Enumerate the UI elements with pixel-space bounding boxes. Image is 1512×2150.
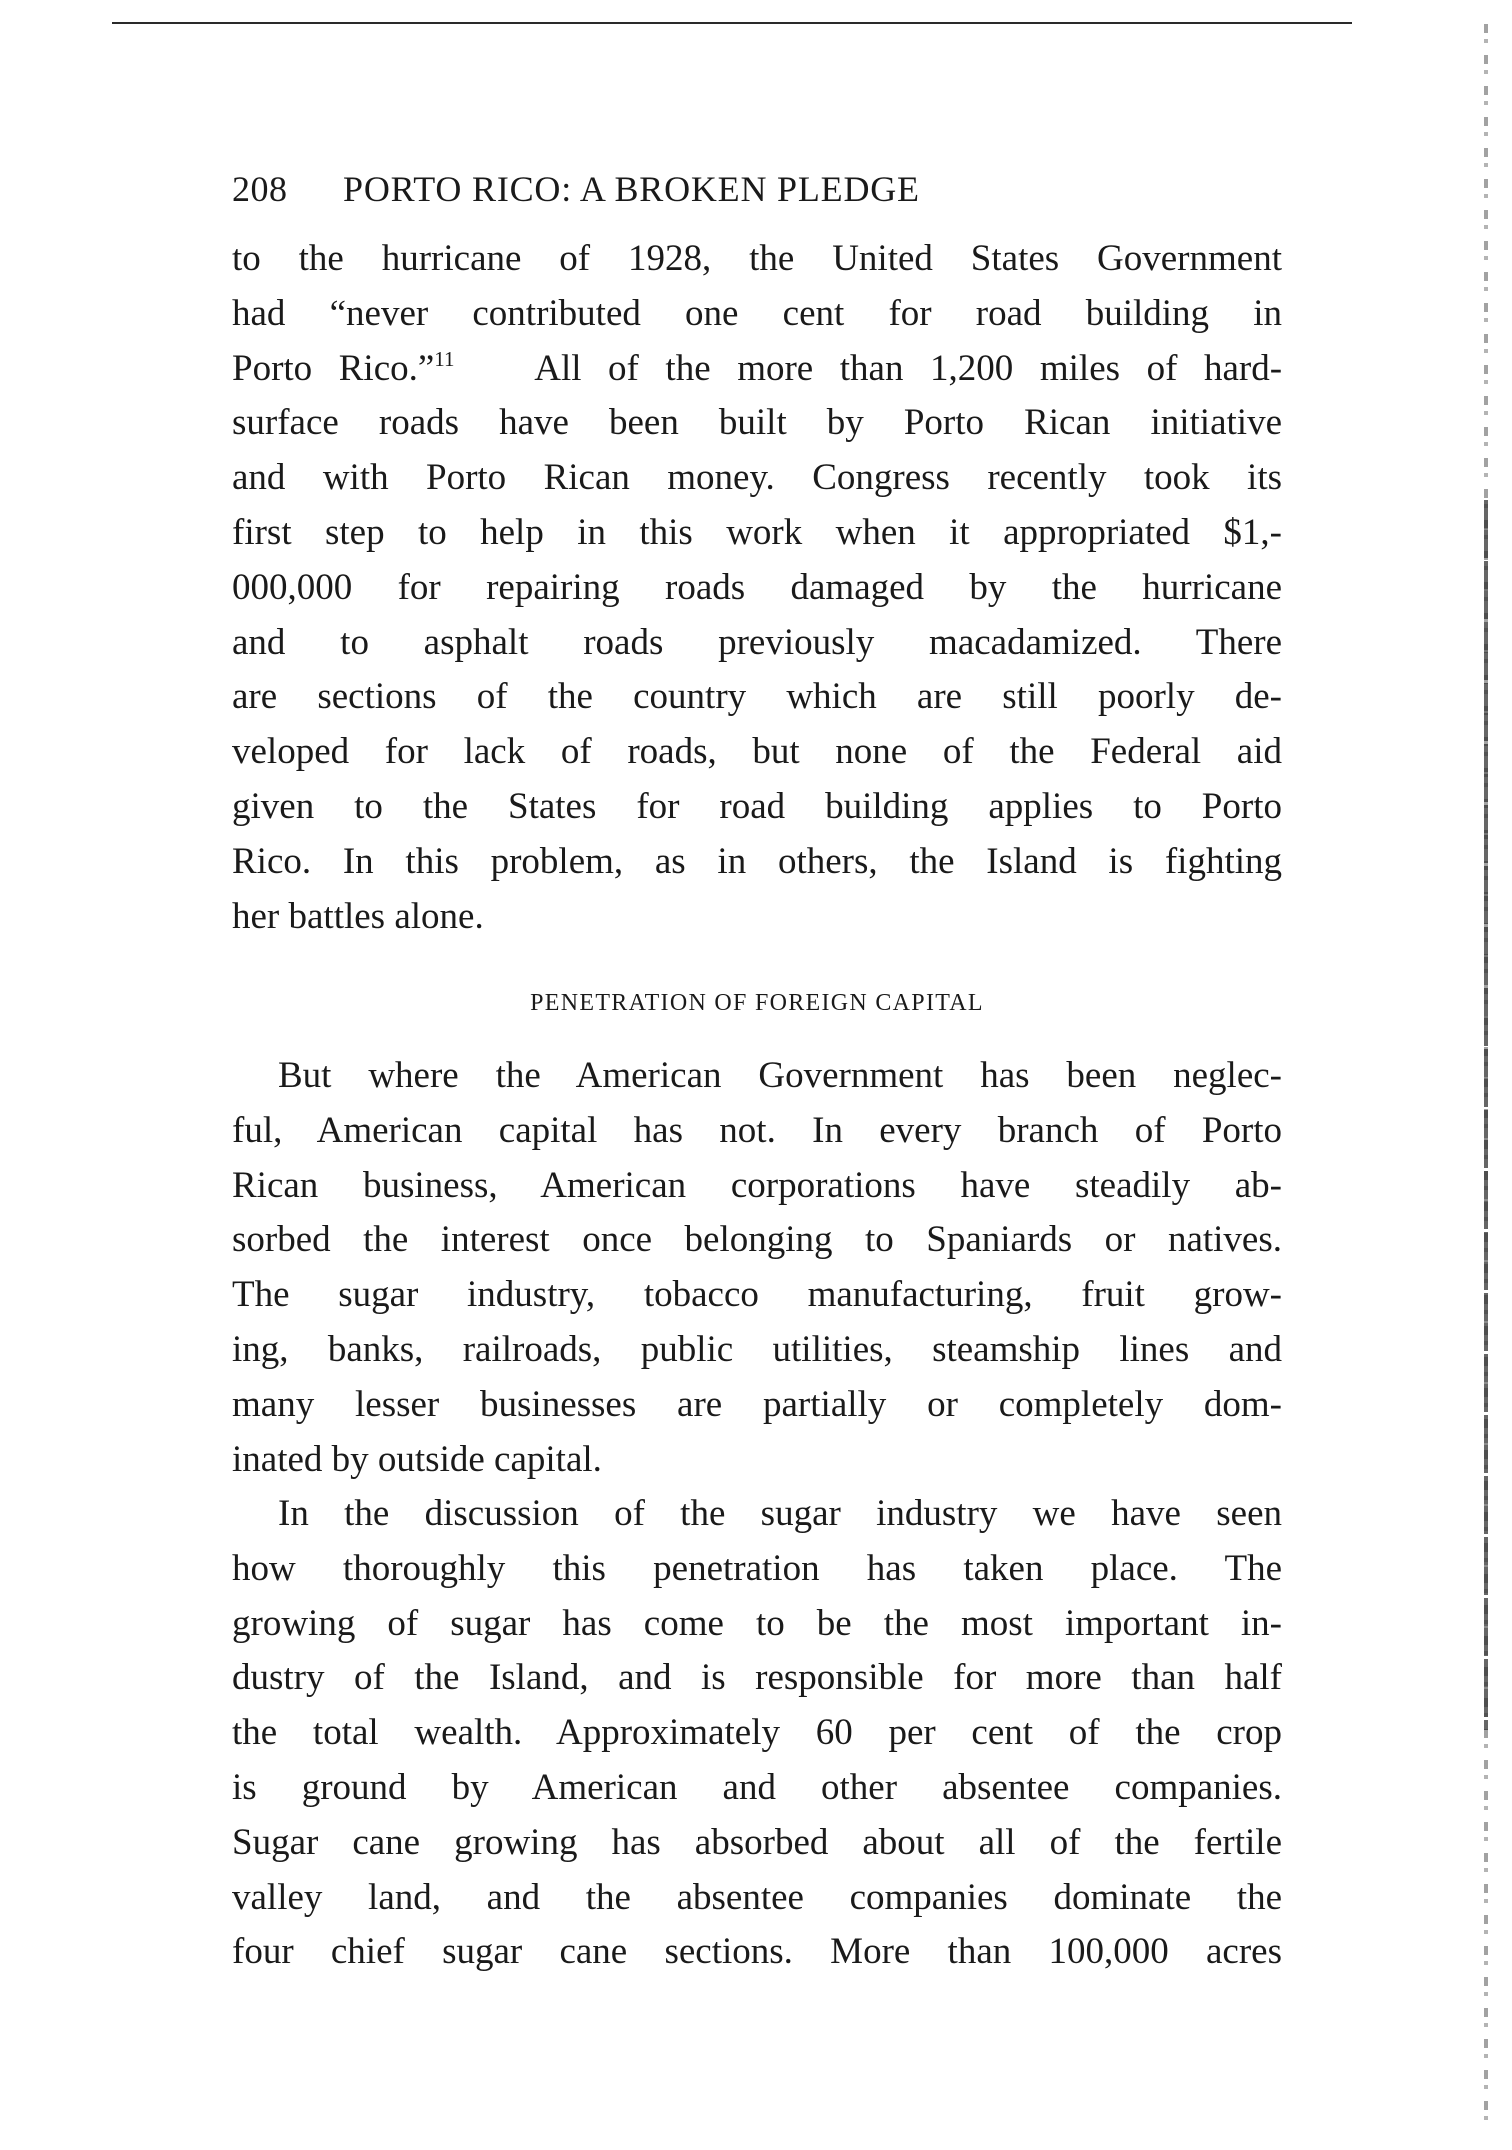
text-line: first step to help in this work when it appropriated $1,- xyxy=(232,511,1282,553)
text-line: to the hurricane of 1928, the United States Government xyxy=(232,238,1282,279)
text-line: are sections of the country which are still poorly de- xyxy=(232,676,1282,718)
text-line: many lesser businesses are partially or completely dom- xyxy=(232,1383,1282,1425)
running-head xyxy=(232,168,1282,222)
text-line: In the discussion of the sugar industry we have seen xyxy=(278,1493,1282,1534)
paragraph-1 xyxy=(232,232,1282,944)
text-line: Rican business, American corporations have steadily ab- xyxy=(232,1164,1282,1206)
paragraph-2 xyxy=(232,1049,1282,1487)
section-heading: PENETRATION OF FOREIGN CAPITAL xyxy=(530,990,984,1016)
text-line: ful, American capital has not. In every branch of Porto xyxy=(232,1109,1282,1151)
text-line: is ground by American and other absentee companies. xyxy=(232,1766,1282,1808)
paragraph-3 xyxy=(232,1487,1282,1980)
text-line: the total wealth. Approximately 60 per cent of the crop xyxy=(232,1712,1282,1754)
text-line: how thoroughly this penetration has taken place. The xyxy=(232,1547,1282,1589)
text-line: given to the States for road building applies to Porto xyxy=(232,785,1282,827)
text-line: 000,000 for repairing roads damaged by the hurricane xyxy=(232,566,1282,608)
text-line: growing of sugar has come to be the most important in- xyxy=(232,1602,1282,1644)
text-fragment: Porto Rico.” xyxy=(232,347,435,389)
text-line: four chief sugar cane sections. More than 100,000 acres xyxy=(232,1931,1282,1973)
top-rule xyxy=(112,22,1352,24)
text-line: and with Porto Rican money. Congress recently took its xyxy=(232,457,1282,499)
text-line xyxy=(232,342,1282,397)
text-fragment: All of the more than 1,200 miles of hard- xyxy=(534,347,1283,389)
text-line: sorbed the interest once belonging to Spaniards or natives. xyxy=(232,1219,1282,1261)
text-line: dustry of the Island, and is responsible for more than half xyxy=(232,1657,1282,1699)
page-edge-shadow-dark xyxy=(1484,500,1488,1730)
text-line: her battles alone. xyxy=(232,895,484,937)
text-line: ing, banks, railroads, public utilities, steamship lines and xyxy=(232,1328,1282,1370)
text-line: surface roads have been built by Porto Rican initiative xyxy=(232,402,1282,444)
text-line: But where the American Government has been neglec- xyxy=(278,1055,1282,1096)
text-line: Rico. In this problem, as in others, the Island is fighting xyxy=(232,840,1282,882)
text-line: The sugar industry, tobacco manufacturing, fruit grow- xyxy=(232,1274,1282,1316)
text-line: veloped for lack of roads, but none of the Federal aid xyxy=(232,731,1282,773)
footnote-reference: 11 xyxy=(434,346,455,371)
text-line: Sugar cane growing has absorbed about all of the fertile xyxy=(232,1821,1282,1863)
text-line: inated by outside capital. xyxy=(232,1438,602,1480)
text-line: had “never contributed one cent for road building in xyxy=(232,292,1282,334)
running-title: PORTO RICO: A BROKEN PLEDGE xyxy=(343,169,920,209)
page-number: 208 xyxy=(232,169,288,209)
text-line: and to asphalt roads previously macadamized. There xyxy=(232,621,1282,663)
text-line: valley land, and the absentee companies dominate the xyxy=(232,1876,1282,1918)
